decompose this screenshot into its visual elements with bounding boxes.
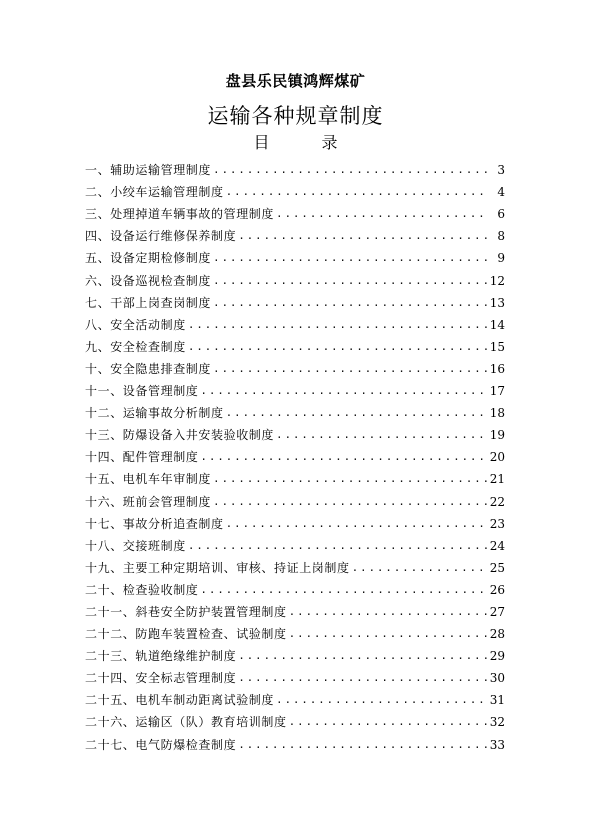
dot-leader [200,450,487,464]
toc-entry-title: 十五、电机车年审制度 [85,472,212,487]
dot-leader [238,738,487,752]
toc-entry-title: 十七、事故分析追查制度 [85,516,224,531]
toc-entry-page: 6 [497,207,505,222]
toc-entry-title: 十九、主要工种定期培训、审核、持证上岗制度 [85,560,350,575]
toc-entry-title: 二十五、电机车制动距离试验制度 [85,693,275,708]
toc-entry-page: 26 [489,582,505,597]
dot-leader [200,583,487,597]
toc-entry-title: 十四、配件管理制度 [85,450,199,465]
toc-entry[interactable] [85,464,505,486]
toc-entry[interactable] [85,221,505,243]
toc-entry-title: 十三、防爆设备入井安装验收制度 [85,428,275,443]
dot-leader [226,406,487,420]
toc-entry-page: 33 [489,737,505,752]
dot-leader [213,296,487,310]
dot-leader [276,207,487,221]
toc-entry-title: 六、设备巡视检查制度 [85,273,212,288]
toc-entry-page: 12 [489,273,505,288]
toc-entry[interactable] [85,707,505,729]
dot-leader [276,693,487,707]
toc-entry-page: 29 [489,649,505,664]
toc-entry[interactable] [85,199,505,221]
toc-entry-page: 18 [489,406,505,421]
toc-entry-title: 二十三、轨道绝缘维护制度 [85,649,237,664]
dot-leader [289,715,487,729]
toc-entry-title: 一、辅助运输管理制度 [85,163,212,178]
toc-entry-title: 七、干部上岗查岗制度 [85,295,212,310]
toc-heading-left: 目 [253,133,270,152]
toc-entry-page: 3 [497,163,505,178]
dot-leader [226,517,487,531]
toc-entry[interactable] [85,354,505,376]
toc-entry-title: 二十、检查验收制度 [85,582,199,597]
toc-entry[interactable] [85,553,505,575]
toc-entry-page: 13 [489,295,505,310]
toc-entry-page: 15 [489,339,505,354]
toc-entry[interactable] [85,442,505,464]
toc-entry-title: 十一、设备管理制度 [85,384,199,399]
toc-entry[interactable] [85,398,505,420]
toc-entry[interactable] [85,288,505,310]
toc-entry-title: 二、小绞车运输管理制度 [85,185,224,200]
document-title: 运输各种规章制度 [207,104,384,128]
toc-entry-page: 8 [497,229,505,244]
toc-entry[interactable] [85,685,505,707]
toc-entry-page: 27 [489,604,505,619]
toc-entry[interactable] [85,663,505,685]
toc-entry-title: 八、安全活动制度 [85,317,186,332]
toc-entry-title: 二十七、电气防爆检查制度 [85,737,237,752]
dot-leader [289,627,487,641]
dot-leader [213,274,487,288]
toc-entry[interactable] [85,243,505,265]
dot-leader [213,472,487,486]
toc-entry-page: 23 [489,516,505,531]
toc-entry-title: 四、设备运行维修保养制度 [85,229,237,244]
table-of-contents [85,155,505,752]
dot-leader [226,185,487,199]
toc-entry-title: 十八、交接班制度 [85,538,186,553]
toc-entry[interactable] [85,332,505,354]
toc-entry-page: 31 [489,693,505,708]
toc-entry-page: 4 [497,185,505,200]
toc-entry[interactable] [85,619,505,641]
toc-entry[interactable] [85,575,505,597]
dot-leader [200,384,487,398]
toc-entry[interactable] [85,729,505,751]
toc-heading-right: 录 [321,133,338,152]
toc-entry-title: 二十一、斜巷安全防护装置管理制度 [85,604,287,619]
toc-entry-page: 14 [489,317,505,332]
dot-leader [188,539,487,553]
toc-entry-page: 9 [497,251,505,266]
organization-name: 盘县乐民镇鸿辉煤矿 [225,72,366,90]
toc-entry[interactable] [85,420,505,442]
toc-entry-page: 20 [489,450,505,465]
toc-entry[interactable] [85,641,505,663]
toc-heading [0,130,591,153]
toc-entry-title: 二十二、防跑车装置检查、试验制度 [85,627,287,642]
dot-leader [213,495,487,509]
dot-leader [238,229,487,243]
toc-entry-page: 22 [489,494,505,509]
toc-entry-title: 三、处理掉道车辆事故的管理制度 [85,207,275,222]
toc-entry-page: 32 [489,715,505,730]
toc-entry[interactable] [85,376,505,398]
toc-entry-page: 28 [489,627,505,642]
toc-entry-page: 19 [489,428,505,443]
toc-entry-title: 九、安全检查制度 [85,339,186,354]
toc-entry-page: 16 [489,361,505,376]
dot-leader [238,671,487,685]
toc-entry[interactable] [85,486,505,508]
toc-entry-page: 30 [489,671,505,686]
toc-entry[interactable] [85,155,505,177]
toc-entry[interactable] [85,597,505,619]
dot-leader [238,649,487,663]
dot-leader [188,340,487,354]
toc-entry-page: 17 [489,384,505,399]
dot-leader [213,251,487,265]
toc-entry-title: 十、安全隐患排查制度 [85,361,212,376]
dot-leader [188,318,487,332]
dot-leader [276,428,487,442]
toc-entry[interactable] [85,509,505,531]
toc-entry-title: 十二、运输事故分析制度 [85,406,224,421]
toc-entry-title: 五、设备定期检修制度 [85,251,212,266]
toc-entry-title: 二十六、运输区（队）教育培训制度 [85,715,287,730]
toc-entry-page: 21 [489,472,505,487]
toc-entry[interactable] [85,310,505,332]
toc-entry[interactable] [85,177,505,199]
toc-entry[interactable] [85,531,505,553]
dot-leader [289,605,487,619]
toc-entry-page: 24 [489,538,505,553]
dot-leader [352,561,487,575]
toc-entry-page: 25 [489,560,505,575]
toc-entry-title: 二十四、安全标志管理制度 [85,671,237,686]
dot-leader [213,163,487,177]
toc-entry-title: 十六、班前会管理制度 [85,494,212,509]
dot-leader [213,362,487,376]
toc-entry[interactable] [85,265,505,287]
